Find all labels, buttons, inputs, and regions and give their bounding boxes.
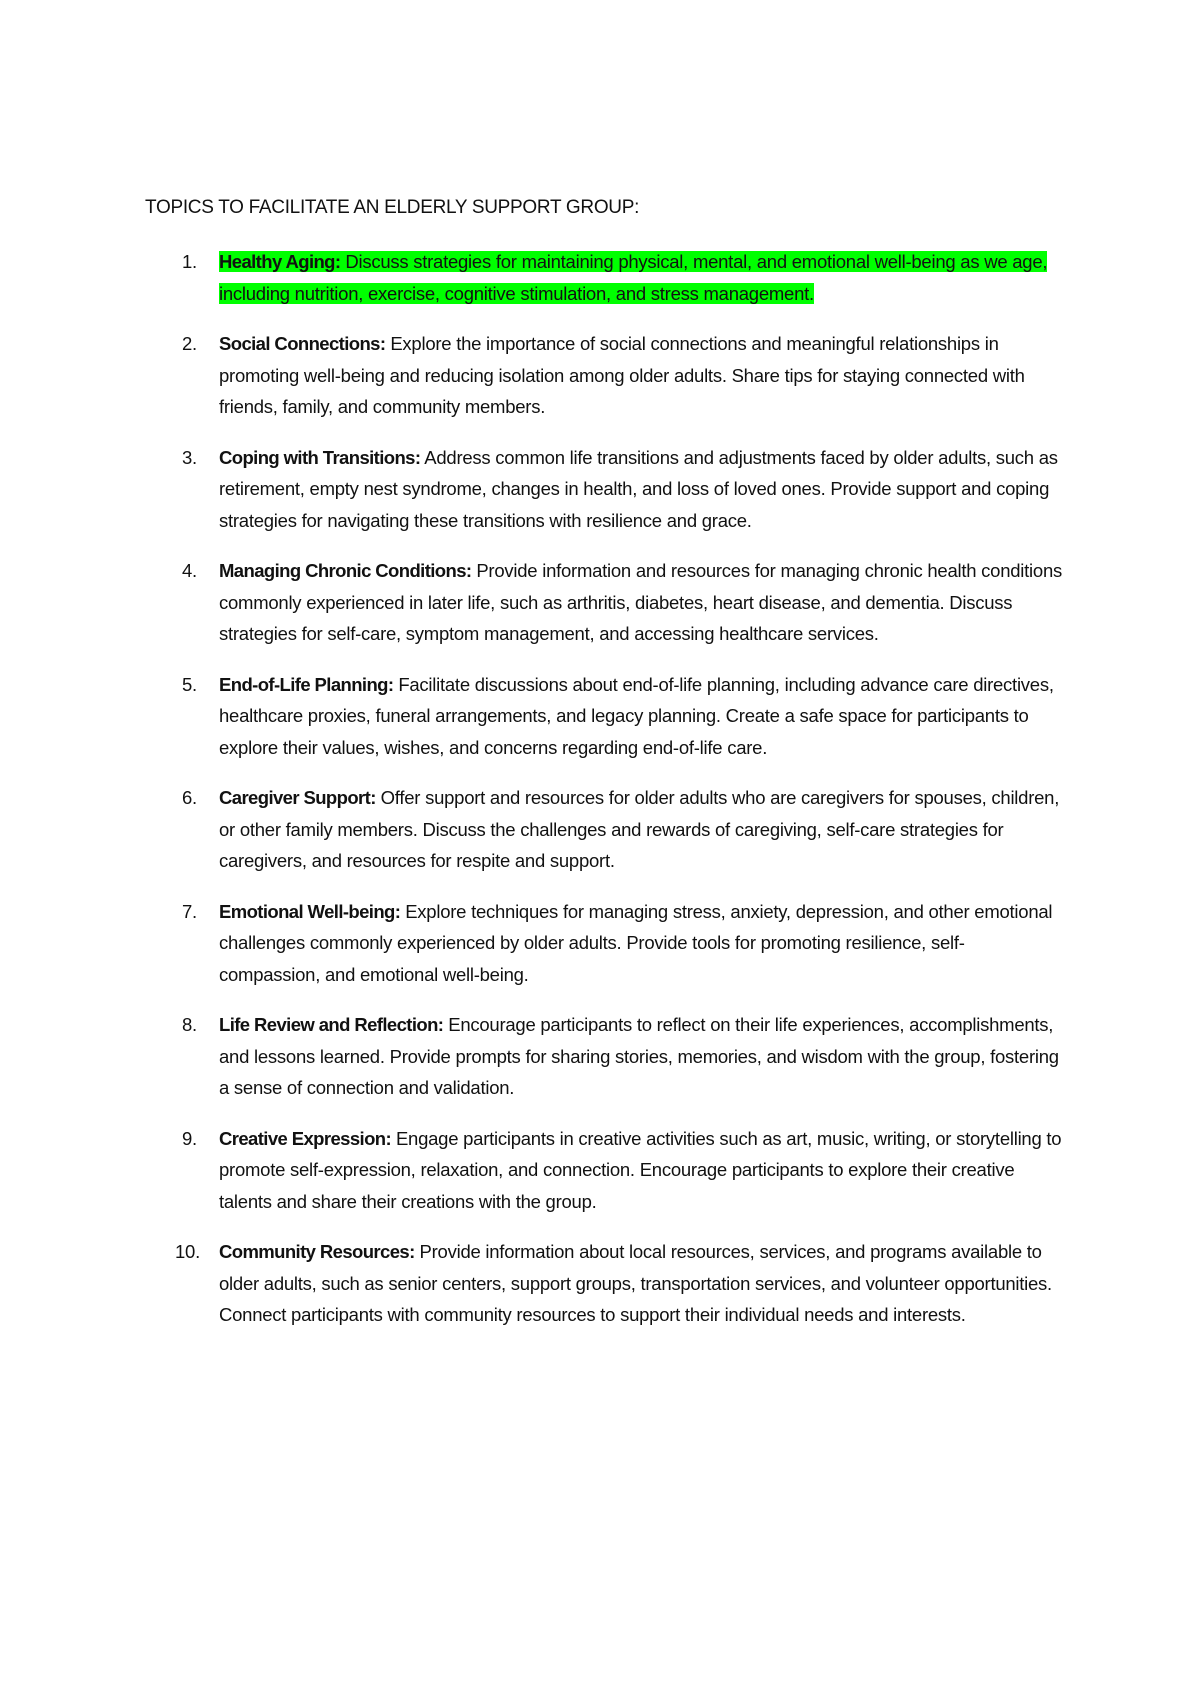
topic-title: Social Connections: <box>219 333 386 354</box>
page-title: TOPICS TO FACILITATE AN ELDERLY SUPPORT GROUP: <box>145 197 640 218</box>
topic-body: Provide information about local resources, services, and programs available to older adults, such as senior centers, support groups, transportation services, and volunteer opportunities. Connect participants with community resources to support their individual needs and interests. <box>219 1241 1052 1325</box>
topic-body: Encourage participants to reflect on their life experiences, accomplishments, and lessons learned. Provide prompts for sharing stories, memories, and wisdom with the group, fostering a sense of connection and validation. <box>219 1014 1059 1098</box>
topic-item-coping-with-transitions <box>145 442 1065 537</box>
topic-title: Life Review and Reflection: <box>219 1014 444 1035</box>
topic-title: Caregiver Support: <box>219 787 376 808</box>
topic-number: 4. <box>182 560 197 581</box>
topic-number: 10. <box>175 1241 200 1262</box>
topic-body: Address common life transitions and adjustments faced by older adults, such as retirement, empty nest syndrome, changes in health, and loss of loved ones. Provide support and coping strategies for navigating these transitions with resilience and grace. <box>219 446 1058 531</box>
topic-title: Managing Chronic Conditions: <box>219 560 472 581</box>
topic-body: Explore the importance of social connections and meaningful relationships in promoting well-being and reducing isolation among older adults. Share tips for staying connected with friends, family, and community members. <box>219 333 1025 417</box>
topic-number: 6. <box>182 787 197 808</box>
topic-body: Engage participants in creative activities such as art, music, writing, or storytelling to promote self-expression, relaxation, and connection. Encourage participants to explore their creative talents and share their creations with the group. <box>219 1127 1062 1212</box>
topic-title: Coping with Transitions: <box>219 446 421 468</box>
topic-title: End-of-Life Planning: <box>219 673 394 695</box>
topic-body: Discuss strategies for maintaining physical, mental, and emotional well-being as we age, including nutrition, exercise, cognitive stimulation, and stress management. <box>219 251 1048 304</box>
topic-number: 8. <box>182 1014 197 1035</box>
topic-item-emotional-well-being <box>145 896 1065 991</box>
topic-list <box>145 246 1065 1350</box>
topic-item-healthy-aging <box>145 246 1065 309</box>
topic-title: Community Resources: <box>219 1241 415 1262</box>
topic-number: 3. <box>182 446 197 468</box>
topic-item-caregiver-support <box>145 782 1065 877</box>
topic-item-life-review-and-reflection <box>145 1009 1065 1104</box>
topic-item-social-connections <box>145 328 1065 423</box>
topic-number: 2. <box>182 333 197 354</box>
topic-body: Provide information and resources for managing chronic health conditions commonly experienced in later life, such as arthritis, diabetes, heart disease, and dementia. Discuss strategies for self-care, symptom management, and accessing healthcare services. <box>219 560 1062 644</box>
highlighted-text <box>219 251 1047 304</box>
topic-number: 5. <box>182 673 197 695</box>
topic-title: Emotional Well-being: <box>219 900 401 922</box>
topic-item-creative-expression <box>145 1123 1065 1218</box>
topic-item-end-of-life-planning <box>145 669 1065 764</box>
topic-body: Facilitate discussions about end-of-life planning, including advance care directives, healthcare proxies, funeral arrangements, and legacy planning. Create a safe space for participants to explore their values, wishes, and concerns regarding end-of-life care. <box>219 673 1054 758</box>
topic-number: 9. <box>182 1127 197 1149</box>
topic-body: Explore techniques for managing stress, anxiety, depression, and other emotional challenges commonly experienced by older adults. Provide tools for promoting resilience, self-compassion, and emotional well-being. <box>219 900 1053 985</box>
topic-item-community-resources <box>145 1236 1065 1331</box>
topic-item-managing-chronic-conditions <box>145 555 1065 650</box>
topic-body: Offer support and resources for older adults who are caregivers for spouses, children, or other family members. Discuss the challenges and rewards of caregiving, self-care strategies for caregivers, and resources for respite and support. <box>219 787 1060 871</box>
topic-number: 7. <box>182 900 197 922</box>
topic-number: 1. <box>182 251 197 272</box>
topic-title: Healthy Aging: <box>219 251 341 272</box>
topic-title: Creative Expression: <box>219 1127 392 1149</box>
